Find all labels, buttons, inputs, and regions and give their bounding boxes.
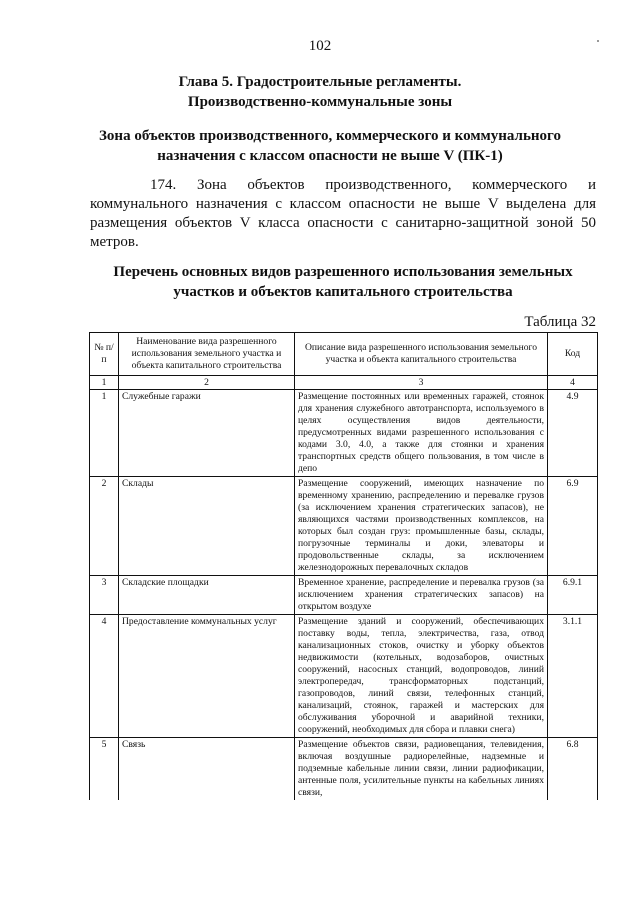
table-row <box>90 390 598 477</box>
index-cell: 4 <box>548 376 598 390</box>
permitted-use-table <box>89 332 598 800</box>
row-code: 3.1.1 <box>548 615 598 738</box>
row-code: 6.9 <box>548 477 598 576</box>
row-desc: Размещение постоянных или временных гаражей, стоянок для хранения служебного автотранспорта, используемого в целях осуществления видов деятельности, предусмотренных видами разрешенного использования с кодами 3.0, 4.0, а также для стоянки и хранения транспортных средств общего пользования, в том числе в депо <box>295 390 548 477</box>
page-number: 102 <box>308 38 332 54</box>
row-code: 4.9 <box>548 390 598 477</box>
row-name: Связь <box>119 738 295 801</box>
header-desc: Описание вида разрешенного использования земельного участка и объекта капитального строительства <box>295 333 548 376</box>
chapter-heading <box>0 72 640 112</box>
row-desc: Размещение зданий и сооружений, обеспечивающих поставку воды, тепла, электричества, газа, отвод канализационных стоков, очистку и уборку объектов недвижимости (котельных, водозаборов, очистных сооружений, насосных станций, водопроводов, линий электропередач, трансформаторных подстанций, газопроводов, линий связи, телефонных станций, канализаций, стоянок, гаражей и мастерских для обслуживания уборочной и аварийной техники, сооружений, необходимых для сбора и плавки снега) <box>295 615 548 738</box>
chapter-subtitle: Производственно-коммунальные зоны <box>187 94 453 110</box>
header-code: Код <box>548 333 598 376</box>
table-header-row <box>90 333 598 376</box>
paragraph-174: 174. Зона объектов производственного, коммерческого и коммунального назначения с классом опасности не выше V выделена для размещения объектов V класса опасности с санитарно-защитной зоной 50 метров. <box>90 177 596 250</box>
table-index-row <box>90 376 598 390</box>
row-code: 6.9.1 <box>548 576 598 615</box>
row-name: Склады <box>119 477 295 576</box>
zone-title: Зона объектов производственного, коммерческого и коммунального назначения с классом опасности не выше V (ПК-1) <box>99 128 561 164</box>
row-num: 2 <box>90 477 119 576</box>
row-name: Служебные гаражи <box>119 390 295 477</box>
row-num: 3 <box>90 576 119 615</box>
row-desc: Размещение сооружений, имеющих назначение по временному хранению, распределению и перевалке грузов (за исключением хранения стратегических запасов), не являющихся частями производственных комплексов, на которых был создан груз: промышленные базы, склады, погрузочные терминалы и доки, элеваторы и продовольственные склады, за исключением железнодорожных перевалочных складов <box>295 477 548 576</box>
table-row <box>90 738 598 801</box>
table-row <box>90 615 598 738</box>
index-cell: 2 <box>119 376 295 390</box>
row-code: 6.8 <box>548 738 598 801</box>
index-cell: 1 <box>90 376 119 390</box>
table-row <box>90 576 598 615</box>
header-name: Наименование вида разрешенного использования земельного участка и объекта капитального строительства <box>119 333 295 376</box>
row-name: Предоставление коммунальных услуг <box>119 615 295 738</box>
row-num: 4 <box>90 615 119 738</box>
row-num: 1 <box>90 390 119 477</box>
row-desc: Временное хранение, распределение и перевалка грузов (за исключением хранения стратегических запасов) на открытом воздухе <box>295 576 548 615</box>
row-num: 5 <box>90 738 119 801</box>
row-desc: Размещение объектов связи, радиовещания, телевидения, включая воздушные радиорелейные, надземные и подземные кабельные линии связи, линии радиофикации, антенные поля, усилительные пункты на кабельных линиях связи, <box>295 738 548 801</box>
chapter-title: Глава 5. Градостроительные регламенты. <box>178 74 462 90</box>
scan-mark <box>597 40 599 42</box>
table-caption: Таблица 32 <box>524 314 596 330</box>
list-title: Перечень основных видов разрешенного использования земельных участков и объектов капитального строительства <box>113 264 573 300</box>
table-row <box>90 477 598 576</box>
index-cell: 3 <box>295 376 548 390</box>
header-num: № п/п <box>90 333 119 376</box>
row-name: Складские площадки <box>119 576 295 615</box>
